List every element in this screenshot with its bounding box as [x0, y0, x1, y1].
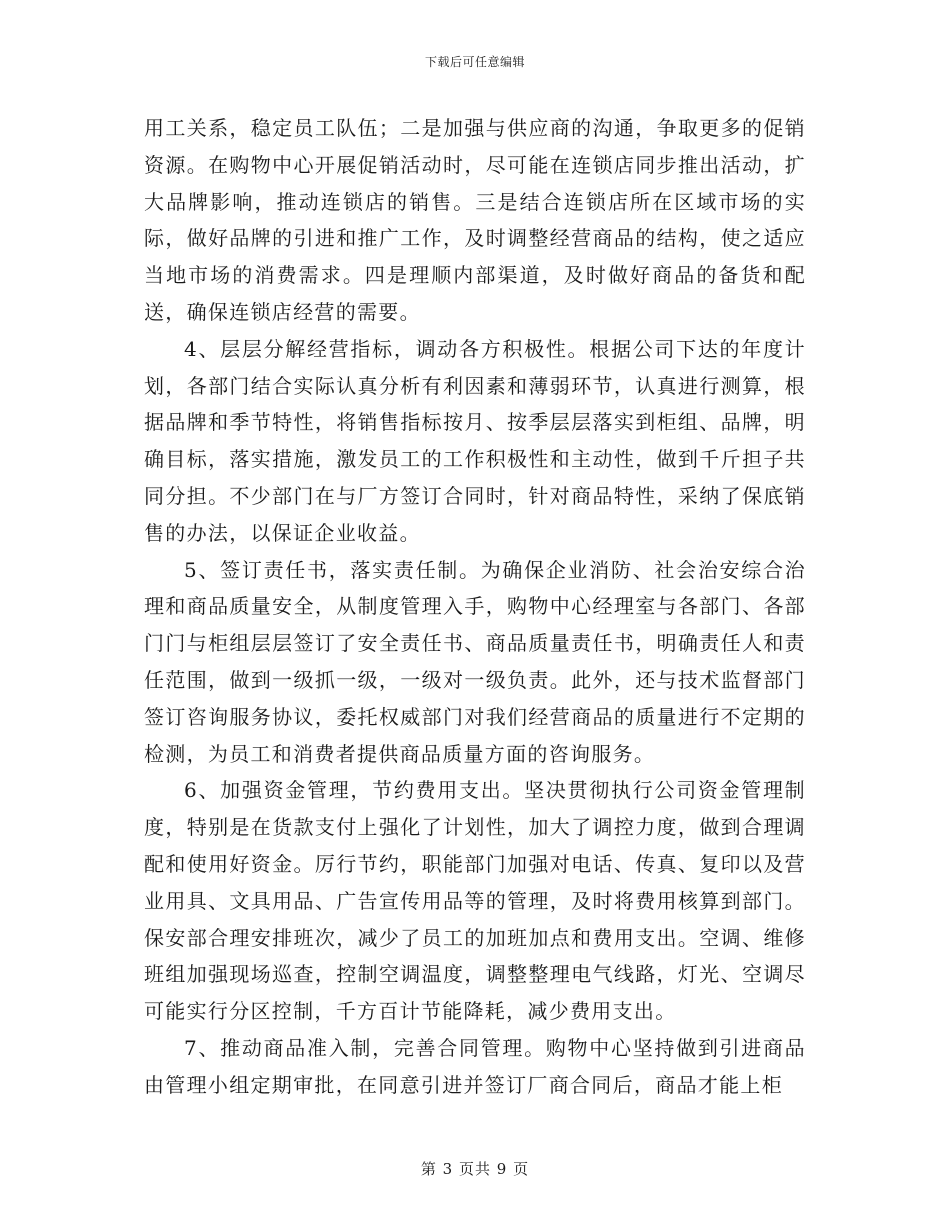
- paragraph-continuation: 用工关系，稳定员工队伍；二是加强与供应商的沟通，争取更多的促销资源。在购物中心开展促销活动时，尽可能在连锁店同步推出活动，扩大品牌影响，推动连锁店的销售。三是结合连锁店所在区域市场的实际，做好品牌的引进和推广工作，及时调整经营商品的结构，使之适应当地市场的消费需求。四是理顺内部渠道，及时做好商品的备货和配送，确保连锁店经营的需要。: [144, 116, 806, 324]
- document-body: [144, 110, 806, 1104]
- page-header: 下载后可任意编辑: [424, 55, 525, 69]
- paragraph-item-5: 5、签订责任书，落实责任制。为确保企业消防、社会治安综合治理和商品质量安全，从制度管理入手，购物中心经理室与各部门、各部门门与柜组层层签订了安全责任书、商品质量责任书，明确责任人和责任范围，做到一级抓一级，一级对一级负责。此外，还与技术监督部门签订咨询服务协议，委托权威部门对我们经营商品的质量进行不定期的检测，为员工和消费者提供商品质量方面的咨询服务。: [144, 557, 806, 766]
- page-number: 第 3 页共 9 页: [420, 1160, 530, 1178]
- paragraph-item-4: 4、层层分解经营指标，调动各方积极性。根据公司下达的年度计划，各部门结合实际认真分析有利因素和薄弱环节，认真进行测算，根据品牌和季节特性，将销售指标按月、按季层层落实到柜组、品牌，明确目标，落实措施，激发员工的工作积极性和主动性，做到千斤担子共同分担。不少部门在与厂方签订合同时，针对商品特性，采纳了保底销售的办法，以保证企业收益。: [144, 336, 806, 545]
- paragraph-item-7: 7、推动商品准入制，完善合同管理。购物中心坚持做到引进商品由管理小组定期审批，在同意引进并签订厂商合同后，商品才能上柜: [144, 1035, 806, 1097]
- paragraph-item-6: 6、加强资金管理，节约费用支出。坚决贯彻执行公司资金管理制度，特别是在货款支付上强化了计划性，加大了调控力度，做到合理调配和使用好资金。厉行节约，职能部门加强对电话、传真、复印以及营业用具、文具用品、广告宣传用品等的管理，及时将费用核算到部门。保安部合理安排班次，减少了员工的加班加点和费用支出。空调、维修班组加强现场巡查，控制空调温度，调整整理电气线路，灯光、空调尽可能实行分区控制，千方百计节能降耗，减少费用支出。: [144, 778, 806, 1024]
